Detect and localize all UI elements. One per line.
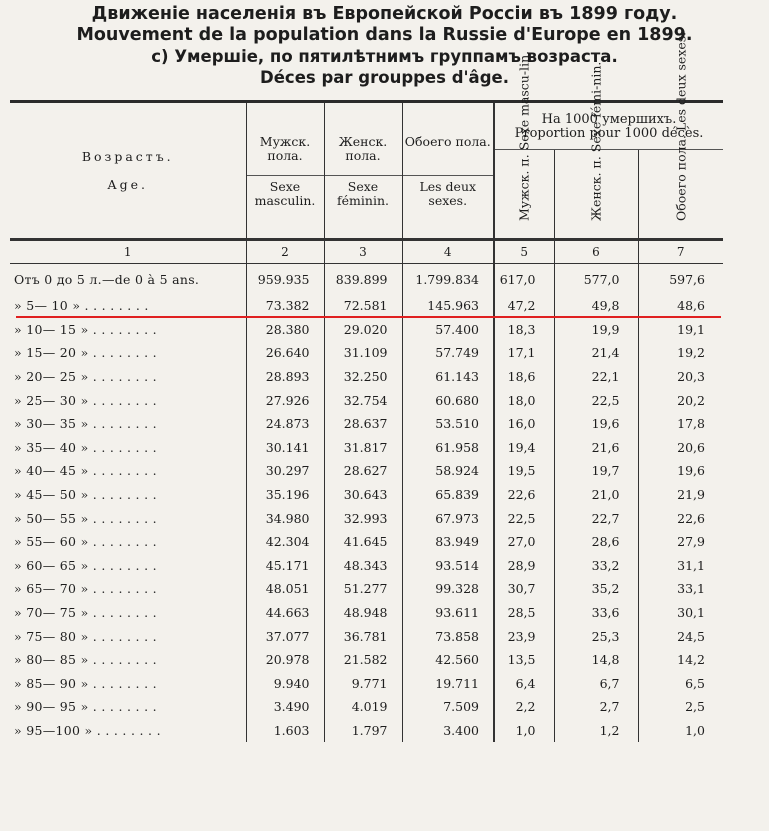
- pm-both-cell: 31,1: [638, 554, 723, 578]
- pm-female-cell: 22,5: [554, 388, 638, 412]
- pm-both-cell: 30,1: [638, 601, 723, 625]
- female-cell: 29.020: [324, 318, 402, 342]
- female-header-fr: Sexe féminin.: [337, 179, 389, 208]
- pm-female-cell: 25,3: [554, 624, 638, 648]
- pm-female-cell: 19,9: [554, 318, 638, 342]
- both-cell: 65.839: [402, 483, 494, 507]
- pm-male-cell: 16,0: [494, 412, 554, 436]
- age-cell: » 5— 10 » . . . . . . . .: [14, 298, 149, 314]
- table-row: [10, 341, 723, 365]
- female-cell: 32.754: [324, 388, 402, 412]
- age-cell: » 30— 35 » . . . . . . . .: [14, 416, 157, 432]
- subtitle-ru: с) Умершіе, по пятилѣтнимъ группамъ возраста.: [151, 47, 618, 66]
- pm-both-cell: 19,2: [638, 341, 723, 365]
- age-header-ru: Возрастъ.: [81, 148, 174, 164]
- age-cell: » 20— 25 » . . . . . . . .: [14, 369, 157, 385]
- pm-both-cell: 27,9: [638, 530, 723, 554]
- male-header: [246, 102, 324, 240]
- pm-female-cell: 6,7: [554, 672, 638, 696]
- age-header-fr: Age.: [107, 176, 148, 192]
- age-cell: » 80— 85 » . . . . . . . .: [14, 652, 157, 668]
- col-number-5: 5: [494, 240, 554, 264]
- pm-female-cell: 2,7: [554, 695, 638, 719]
- female-cell: 72.581: [324, 294, 402, 318]
- pm-both-cell: 2,5: [638, 695, 723, 719]
- both-header-fr: Les deux sexes.: [419, 179, 477, 208]
- pm-female-cell: 19,7: [554, 459, 638, 483]
- age-cell: » 75— 80 » . . . . . . . .: [14, 628, 157, 644]
- pm-both-header: [638, 31, 723, 240]
- both-cell: 61.143: [402, 365, 494, 389]
- female-cell: 41.645: [324, 530, 402, 554]
- highlight-line: [16, 316, 721, 318]
- table-row: [10, 294, 723, 318]
- male-cell: 959.935: [246, 264, 324, 295]
- pm-female-cell: 21,6: [554, 436, 638, 460]
- pm-both-header-text: Обоего пола. Les deux sexes.: [673, 31, 689, 221]
- pm-both-cell: 22,6: [638, 506, 723, 530]
- age-cell: » 55— 60 » . . . . . . . .: [14, 534, 157, 550]
- female-cell: 28.627: [324, 459, 402, 483]
- pm-male-cell: 47,2: [494, 294, 554, 318]
- pm-male-cell: 28,9: [494, 554, 554, 578]
- pm-male-cell: 30,7: [494, 577, 554, 601]
- pm-male-cell: 617,0: [494, 264, 554, 295]
- both-cell: 19.711: [402, 672, 494, 696]
- pm-both-cell: 21,9: [638, 483, 723, 507]
- table-row: [10, 695, 723, 719]
- title-fr: Mouvement de la population dans la Russie d'Europe en 1899.: [76, 25, 693, 45]
- table-row: [10, 601, 723, 625]
- pm-male-cell: 18,0: [494, 388, 554, 412]
- both-cell: 61.958: [402, 436, 494, 460]
- age-header: [10, 102, 246, 240]
- table-row: [10, 530, 723, 554]
- age-cell: Отъ 0 до 5 л.—de 0 à 5 ans.: [14, 271, 200, 287]
- male-cell: 73.382: [246, 294, 324, 318]
- male-cell: 35.196: [246, 483, 324, 507]
- age-cell: » 65— 70 » . . . . . . . .: [14, 581, 157, 597]
- female-cell: 32.250: [324, 365, 402, 389]
- both-cell: 73.858: [402, 624, 494, 648]
- pm-both-cell: 20,2: [638, 388, 723, 412]
- age-cell: » 25— 30 » . . . . . . . .: [14, 392, 157, 408]
- table-row: [10, 412, 723, 436]
- pm-both-cell: 19,6: [638, 459, 723, 483]
- pm-both-cell: 597,6: [638, 264, 723, 295]
- both-cell: 58.924: [402, 459, 494, 483]
- both-cell: 67.973: [402, 506, 494, 530]
- pm-male-cell: 1,0: [494, 719, 554, 743]
- table-row: [10, 506, 723, 530]
- pm-male-cell: 22,5: [494, 506, 554, 530]
- permille-header-fr: Proportion pour 1000 décès.: [514, 126, 704, 141]
- female-cell: 1.797: [324, 719, 402, 743]
- male-cell: 3.490: [246, 695, 324, 719]
- age-cell: » 10— 15 » . . . . . . . .: [14, 321, 157, 337]
- male-cell: 24.873: [246, 412, 324, 436]
- pm-female-cell: 577,0: [554, 264, 638, 295]
- pm-female-cell: 22,1: [554, 365, 638, 389]
- pm-female-cell: 14,8: [554, 648, 638, 672]
- pm-male-cell: 23,9: [494, 624, 554, 648]
- pm-male-cell: 19,5: [494, 459, 554, 483]
- male-cell: 30.297: [246, 459, 324, 483]
- col-number-3: 3: [324, 240, 402, 264]
- male-cell: 44.663: [246, 601, 324, 625]
- both-cell: 83.949: [402, 530, 494, 554]
- pm-female-cell: 21,0: [554, 483, 638, 507]
- male-cell: 26.640: [246, 341, 324, 365]
- female-cell: 32.993: [324, 506, 402, 530]
- age-cell: » 90— 95 » . . . . . . . .: [14, 699, 157, 715]
- permille-header-ru: На 1000 умершихъ.: [541, 112, 677, 127]
- pm-female-cell: 19,6: [554, 412, 638, 436]
- pm-male-header-text: Мужск. п. Sexe mascu-lin.: [516, 50, 532, 221]
- pm-both-cell: 24,5: [638, 624, 723, 648]
- table-row: [10, 554, 723, 578]
- table-row: [10, 388, 723, 412]
- age-cell: » 50— 55 » . . . . . . . .: [14, 510, 157, 526]
- both-cell: 53.510: [402, 412, 494, 436]
- female-cell: 48.343: [324, 554, 402, 578]
- both-cell: 93.514: [402, 554, 494, 578]
- age-cell: » 95—100 » . . . . . . . .: [14, 722, 161, 738]
- pm-male-cell: 19,4: [494, 436, 554, 460]
- table-row: [10, 719, 723, 743]
- pm-both-cell: 33,1: [638, 577, 723, 601]
- both-cell: 3.400: [402, 719, 494, 743]
- pm-male-cell: 2,2: [494, 695, 554, 719]
- male-cell: 45.171: [246, 554, 324, 578]
- pm-female-cell: 28,6: [554, 530, 638, 554]
- male-cell: 28.380: [246, 318, 324, 342]
- col-number-7: 7: [638, 240, 723, 264]
- table-row: [10, 672, 723, 696]
- pm-both-cell: 14,2: [638, 648, 723, 672]
- table-row: [10, 436, 723, 460]
- pm-male-header: [494, 50, 554, 240]
- both-cell: 93.611: [402, 601, 494, 625]
- age-cell: » 15— 20 » . . . . . . . .: [14, 345, 157, 361]
- male-cell: 37.077: [246, 624, 324, 648]
- female-cell: 31.109: [324, 341, 402, 365]
- male-cell: 1.603: [246, 719, 324, 743]
- pm-female-cell: 33,6: [554, 601, 638, 625]
- female-cell: 31.817: [324, 436, 402, 460]
- male-header-ru: Мужск. пола.: [247, 103, 324, 176]
- pm-both-cell: 17,8: [638, 412, 723, 436]
- male-cell: 48.051: [246, 577, 324, 601]
- both-cell: 57.400: [402, 318, 494, 342]
- both-header-ru: Обоего пола.: [403, 103, 494, 176]
- age-cell: » 60— 65 » . . . . . . . .: [14, 557, 157, 573]
- pm-female-cell: 21,4: [554, 341, 638, 365]
- table-body: [10, 264, 723, 743]
- pm-male-cell: 27,0: [494, 530, 554, 554]
- pm-both-cell: 48,6: [638, 294, 723, 318]
- both-cell: 57.749: [402, 341, 494, 365]
- age-cell: » 35— 40 » . . . . . . . .: [14, 439, 157, 455]
- pm-male-cell: 17,1: [494, 341, 554, 365]
- female-header-ru: Женск. пола.: [325, 103, 402, 176]
- title-ru: Движеніе населенія въ Европейской Россіи въ 1899 году.: [91, 4, 678, 24]
- male-cell: 20.978: [246, 648, 324, 672]
- table-row: [10, 459, 723, 483]
- pm-both-cell: 20,3: [638, 365, 723, 389]
- male-header-fr: Sexe masculin.: [254, 179, 316, 208]
- age-cell: » 45— 50 » . . . . . . . .: [14, 487, 157, 503]
- both-cell: 99.328: [402, 577, 494, 601]
- male-cell: 28.893: [246, 365, 324, 389]
- table-row: [10, 365, 723, 389]
- pm-female-header-text: Женск. п. Sexe fémi-nin.: [588, 61, 604, 221]
- table-row: [10, 483, 723, 507]
- col-number-1: 1: [10, 240, 246, 264]
- pm-both-cell: 20,6: [638, 436, 723, 460]
- female-cell: 51.277: [324, 577, 402, 601]
- pm-both-cell: 19,1: [638, 318, 723, 342]
- age-cell: » 70— 75 » . . . . . . . .: [14, 605, 157, 621]
- male-cell: 9.940: [246, 672, 324, 696]
- female-cell: 36.781: [324, 624, 402, 648]
- col-number-6: 6: [554, 240, 638, 264]
- col-number-4: 4: [402, 240, 494, 264]
- col-number-2: 2: [246, 240, 324, 264]
- pm-male-cell: 13,5: [494, 648, 554, 672]
- pm-male-cell: 18,6: [494, 365, 554, 389]
- table-row: [10, 318, 723, 342]
- table-row: [10, 624, 723, 648]
- pm-female-cell: 33,2: [554, 554, 638, 578]
- table-row: [10, 264, 723, 295]
- both-cell: 7.509: [402, 695, 494, 719]
- female-cell: 21.582: [324, 648, 402, 672]
- age-cell: » 40— 45 » . . . . . . . .: [14, 463, 157, 479]
- female-cell: 9.771: [324, 672, 402, 696]
- pm-female-cell: 49,8: [554, 294, 638, 318]
- male-cell: 34.980: [246, 506, 324, 530]
- both-cell: 1.799.834: [402, 264, 494, 295]
- female-cell: 30.643: [324, 483, 402, 507]
- pm-male-cell: 28,5: [494, 601, 554, 625]
- pm-male-cell: 18,3: [494, 318, 554, 342]
- female-cell: 28.637: [324, 412, 402, 436]
- both-header: [402, 102, 494, 240]
- subtitle-fr: Déces par grouppes d'âge.: [260, 68, 509, 87]
- female-header: [324, 102, 402, 240]
- male-cell: 30.141: [246, 436, 324, 460]
- male-cell: 42.304: [246, 530, 324, 554]
- female-cell: 4.019: [324, 695, 402, 719]
- pm-female-cell: 35,2: [554, 577, 638, 601]
- pm-male-cell: 6,4: [494, 672, 554, 696]
- table-row: [10, 577, 723, 601]
- pm-female-cell: 22,7: [554, 506, 638, 530]
- both-cell: 42.560: [402, 648, 494, 672]
- pm-both-cell: 6,5: [638, 672, 723, 696]
- female-cell: 839.899: [324, 264, 402, 295]
- female-cell: 48.948: [324, 601, 402, 625]
- pm-both-cell: 1,0: [638, 719, 723, 743]
- table-row: [10, 648, 723, 672]
- pm-female-cell: 1,2: [554, 719, 638, 743]
- title-block: [0, 4, 769, 88]
- pm-male-cell: 22,6: [494, 483, 554, 507]
- both-cell: 145.963: [402, 294, 494, 318]
- age-cell: » 85— 90 » . . . . . . . .: [14, 675, 157, 691]
- male-cell: 27.926: [246, 388, 324, 412]
- both-cell: 60.680: [402, 388, 494, 412]
